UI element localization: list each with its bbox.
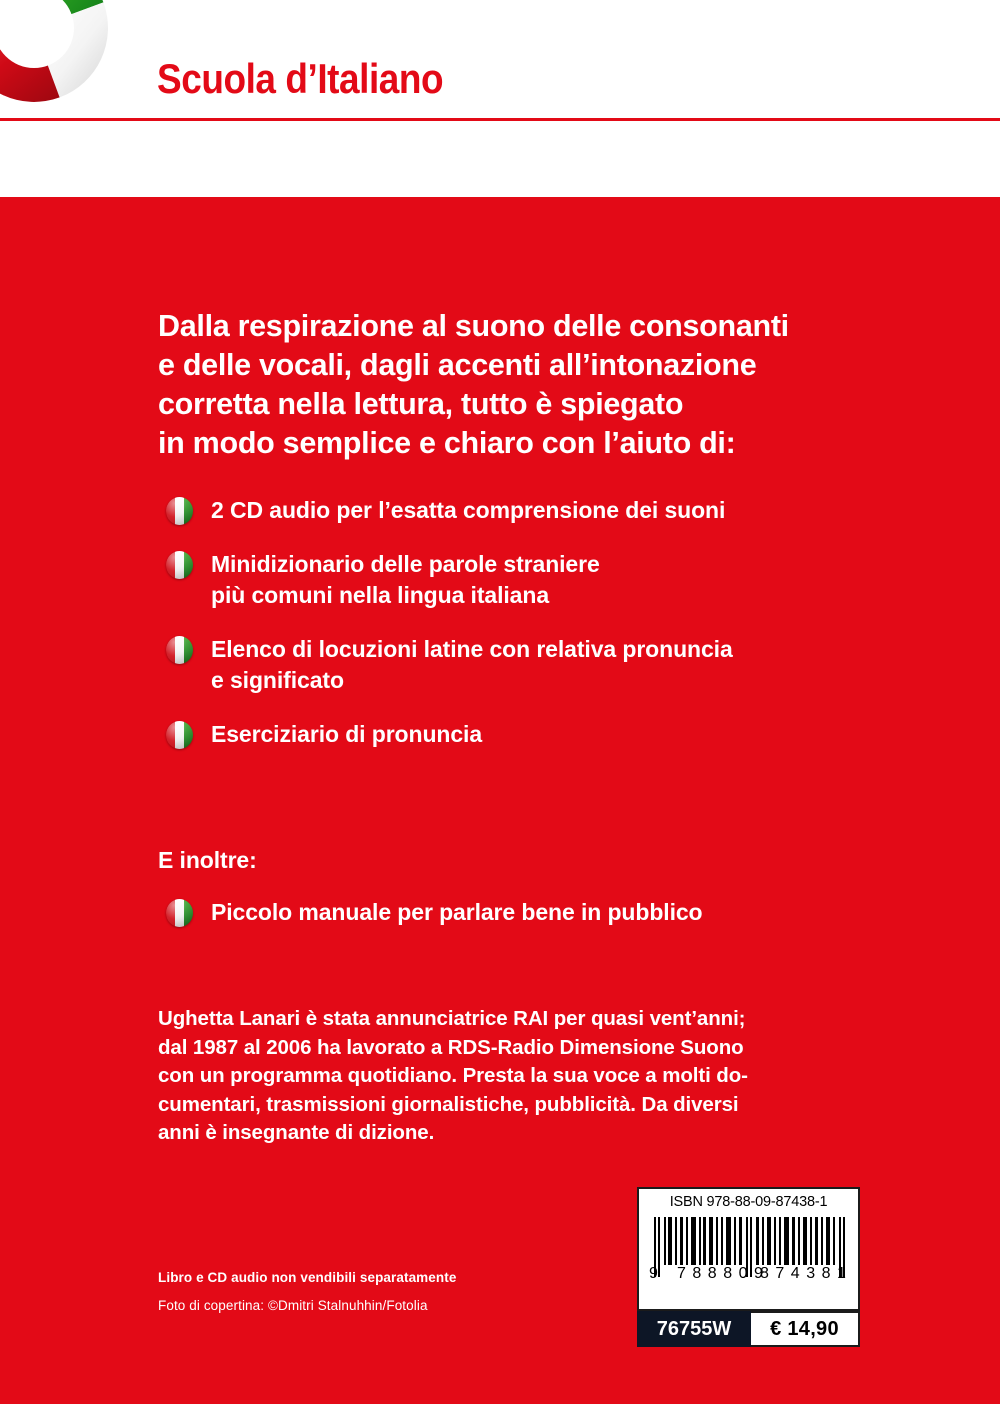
list-item-label: e significato <box>211 667 344 693</box>
author-biography <box>158 1005 864 1148</box>
bio-line: anni è insegnante di dizione. <box>158 1121 435 1144</box>
italian-flag-bullet-icon <box>166 497 193 525</box>
photo-credit: Foto di copertina: ©Dmitri Stalnuhhin/Fotolia <box>158 1298 428 1313</box>
barcode-digits <box>647 1265 853 1287</box>
isbn-label: ISBN 978-88-09-87438-1 <box>669 1194 828 1210</box>
page-title: Scuola d’Italiano <box>157 55 444 102</box>
italian-flag-swoosh-logo <box>0 0 110 104</box>
lead-line: corretta nella lettura, tutto è spiegato <box>158 387 684 421</box>
barcode-bars <box>654 1217 847 1265</box>
barcode-right-digits: 874381 <box>760 1265 853 1282</box>
italian-flag-bullet-icon <box>166 636 193 664</box>
additional-feature-list <box>166 897 906 951</box>
header-divider <box>0 118 1000 121</box>
back-cover-panel <box>0 197 1000 1404</box>
bio-line: con un programma quotidiano. Presta la sua voce a molti do- <box>158 1064 748 1087</box>
list-item-label: più comuni nella lingua italiana <box>211 582 550 608</box>
lead-line: in modo semplice e chiaro con l’aiuto di: <box>158 426 736 460</box>
barcode-lead-digit: 9 <box>649 1265 659 1282</box>
list-item <box>166 549 906 611</box>
list-item <box>166 495 906 526</box>
list-item <box>166 897 906 928</box>
feature-list <box>166 495 906 773</box>
lead-paragraph <box>158 307 888 463</box>
product-code: 76755W <box>637 1311 751 1347</box>
bundle-note: Libro e CD audio non vendibili separatamente <box>158 1270 457 1285</box>
italian-flag-bullet-icon <box>166 721 193 749</box>
lead-line: e delle vocali, dagli accenti all’intonazione <box>158 348 757 382</box>
list-item-label: Minidizionario delle parole straniere <box>211 551 600 577</box>
list-item <box>166 719 906 750</box>
isbn-barcode <box>637 1187 860 1311</box>
bio-line: cumentari, trasmissioni giornalistiche, pubblicità. Da diversi <box>158 1092 739 1116</box>
bio-line: Ughetta Lanari è stata annunciatrice RAI per quasi vent’anni; <box>158 1007 746 1030</box>
list-item-label: Eserciziario di pronuncia <box>211 721 483 747</box>
barcode-left-digits: 788809 <box>677 1265 770 1282</box>
bio-line: dal 1987 al 2006 ha lavorato a RDS-Radio Dimensione Suono <box>158 1035 744 1059</box>
page-header <box>0 0 1000 197</box>
additional-heading: E inoltre: <box>158 847 257 873</box>
price-label: € 14,90 <box>751 1311 860 1347</box>
italian-flag-bullet-icon <box>166 899 193 927</box>
lead-line: Dalla respirazione al suono delle consonanti <box>158 309 789 343</box>
italian-flag-bullet-icon <box>166 551 193 579</box>
list-item <box>166 634 906 696</box>
price-strip <box>637 1311 860 1347</box>
list-item-label: 2 CD audio per l’esatta comprensione dei suoni <box>211 497 726 523</box>
list-item-label: Elenco di locuzioni latine con relativa pronuncia <box>211 636 733 662</box>
list-item-label: Piccolo manuale per parlare bene in pubblico <box>211 899 703 925</box>
